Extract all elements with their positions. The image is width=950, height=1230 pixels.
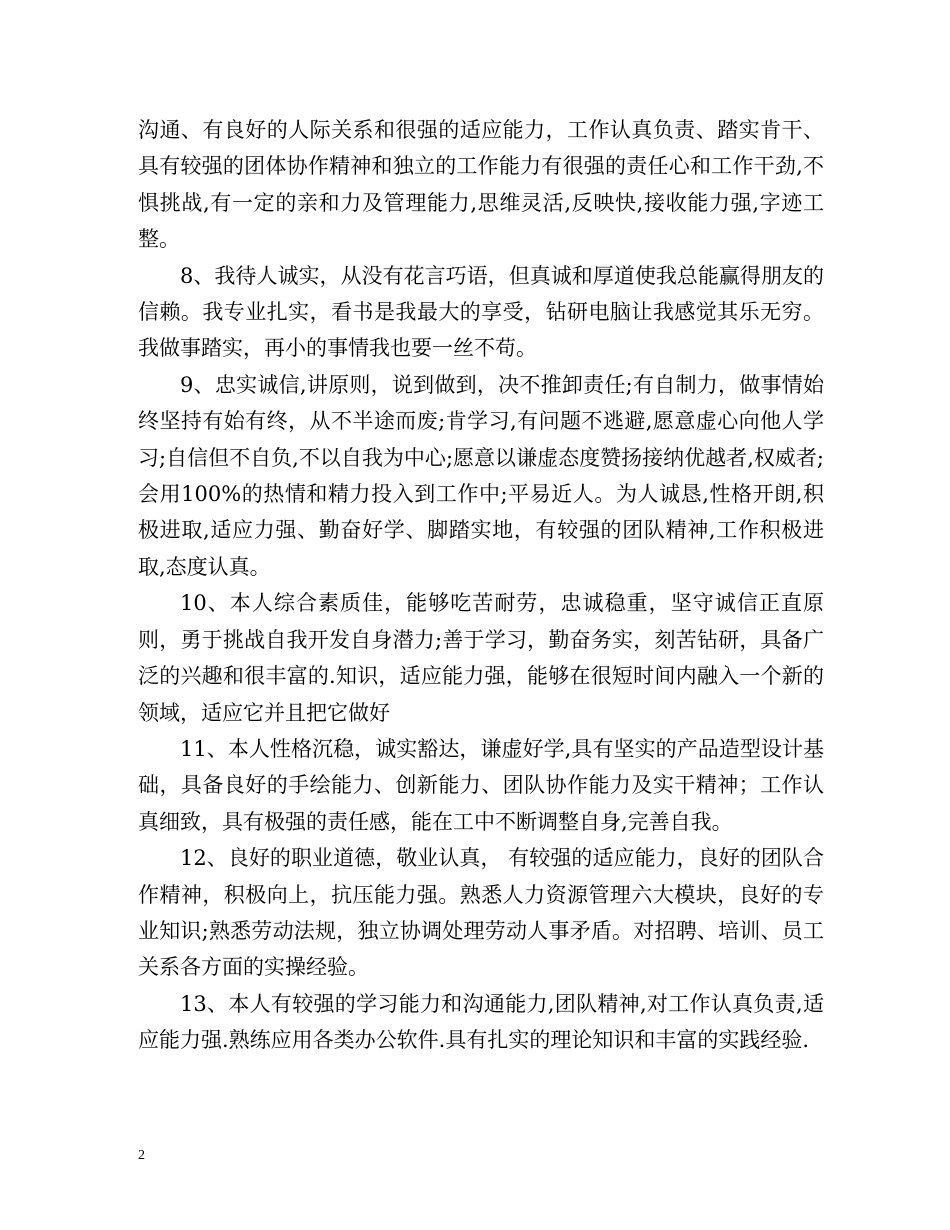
paragraph-continuation: 沟通、有良好的人际关系和很强的适应能力，工作认真负责、踏实肯干、具有较强的团体协作精神和独立的工作能力有很强的责任心和工作干劲,不惧挑战,有一定的亲和力及管理能力,思维灵活,反映快,接收能力强,字迹工整。: [138, 118, 824, 252]
paragraph-item-12: 12、良好的职业道德，敬业认真， 有较强的适应能力，良好的团队合作精神，积极向上，抗压能力强。熟悉人力资源管理六大模块，良好的专业知识;熟悉劳动法规，独立协调处理劳动人事矛盾。对招聘、培训、员工关系各方面的实操经验。: [138, 846, 824, 980]
paragraph-item-10: 10、本人综合素质佳，能够吃苦耐劳，忠诚稳重，坚守诚信正直原则，勇于挑战自我开发自身潜力;善于学习，勤奋务实，刻苦钻研，具备广泛的兴趣和很丰富的.知识，适应能力强，能够在很短时间内融入一个新的领域，适应它并且把它做好: [138, 591, 824, 725]
page-number: 2: [138, 1148, 145, 1163]
paragraph-item-8: 8、我待人诚实，从没有花言巧语，但真诚和厚道使我总能赢得朋友的信赖。我专业扎实，看书是我最大的享受，钻研电脑让我感觉其乐无穷。我做事踏实，再小的事情我也要一丝不苟。: [138, 263, 824, 361]
paragraph-item-9: 9、忠实诚信,讲原则，说到做到，决不推卸责任;有自制力，做事情始终坚持有始有终，从不半途而废;肯学习,有问题不逃避,愿意虚心向他人学习;自信但不自负,不以自我为中心;愿意以谦虚态度赞扬接纳优越者,权威者;会用100%的热情和精力投入到工作中;平易近人。为人诚恳,性格开朗,积极进取,适应力强、勤奋好学、脚踏实地，有较强的团队精神,工作积极进取,态度认真。: [138, 372, 824, 579]
document-body: [138, 112, 824, 1059]
paragraph-item-11: 11、本人性格沉稳，诚实豁达，谦虚好学,具有坚实的产品造型设计基础，具备良好的手绘能力、创新能力、团队协作能力及实干精神；工作认真细致，具有极强的责任感，能在工中不断调整自身,完善自我。: [138, 736, 824, 834]
paragraph-item-13: 13、本人有较强的学习能力和沟通能力,团队精神,对工作认真负责,适应能力强.熟练应用各类办公软件.具有扎实的理论知识和丰富的实践经验.: [138, 991, 824, 1053]
